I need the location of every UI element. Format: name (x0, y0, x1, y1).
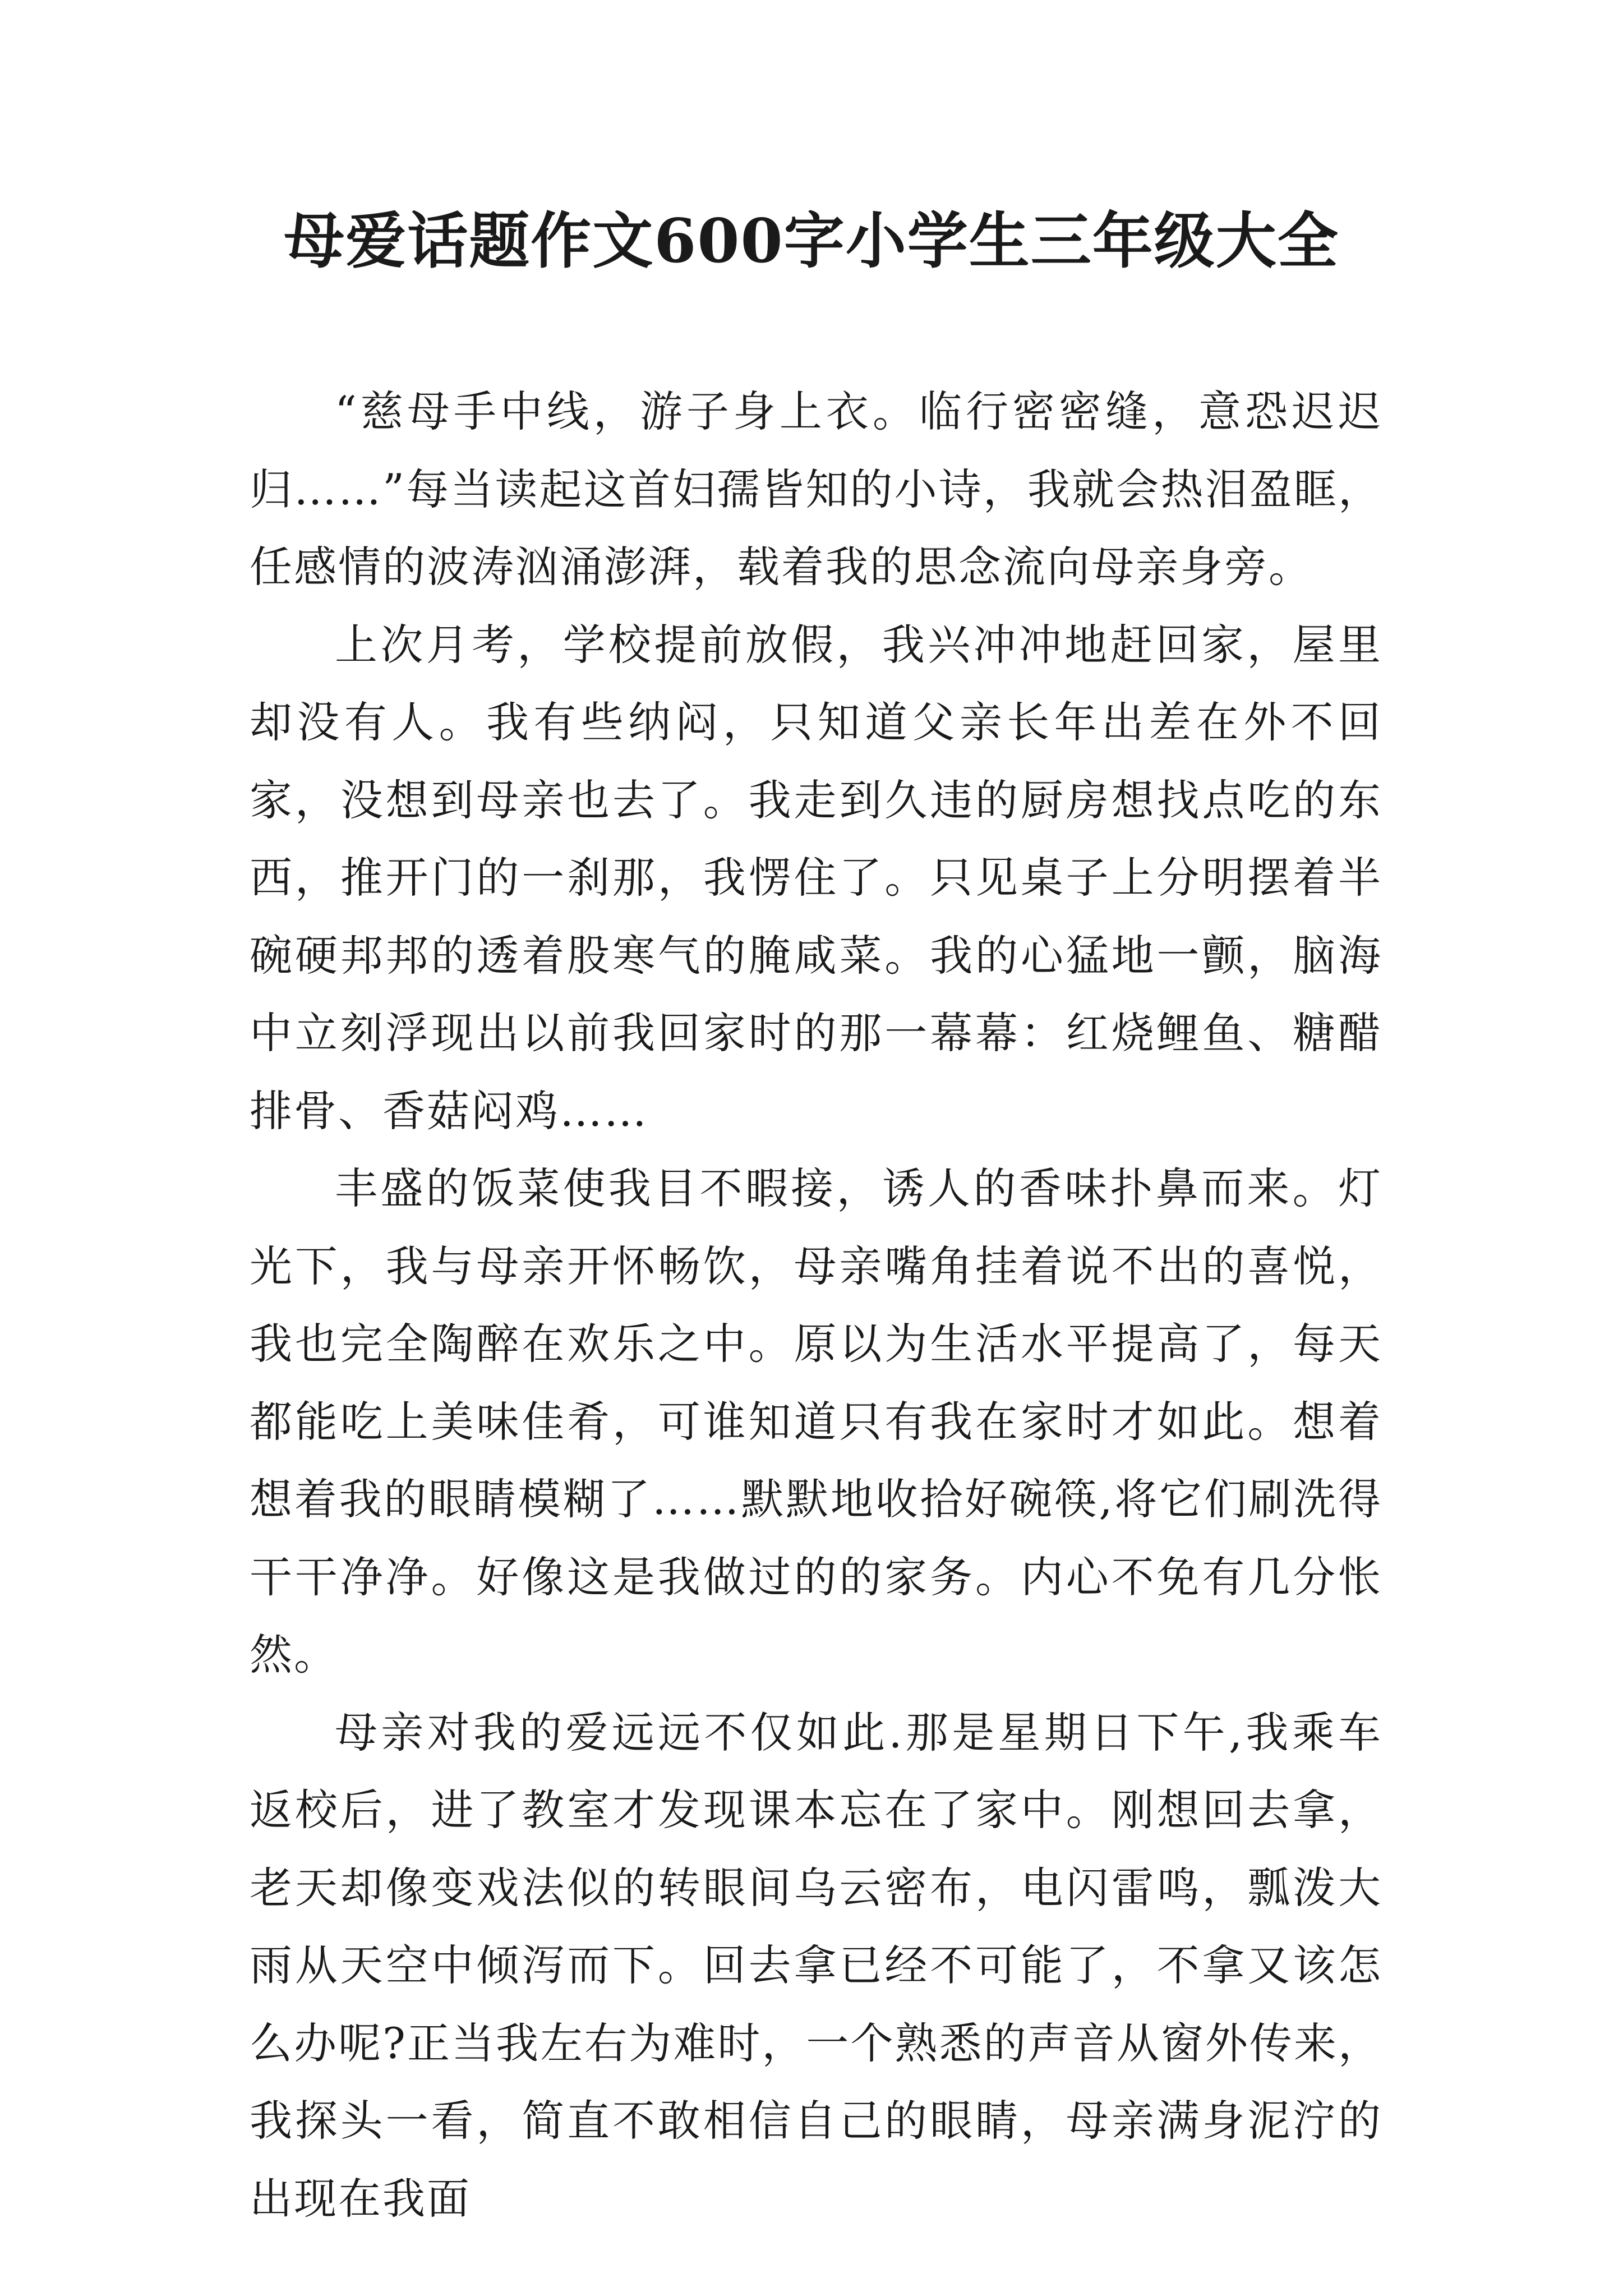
document-body (250, 373, 1382, 2238)
paragraph-4: 母亲对我的爱远远不仅如此.那是星期日下午,我乘车返校后，进了教室才发现课本忘在了家中。刚想回去拿，老天却像变戏法似的转眼间乌云密布，电闪雷鸣，瓢泼大雨从天空中倾泻而下。回去拿已经不可能了，不拿又该怎么办呢?正当我左右为难时，一个熟悉的声音从窗外传来，我探头一看，简直不敢相信自己的眼睛，母亲满身泥泞的出现在我面 (250, 1707, 1382, 2224)
paragraph-1: “慈母手中线，游子身上衣。临行密密缝，意恐迟迟归……”每当读起这首妇孺皆知的小诗，我就会热泪盈眶，任感情的波涛汹涌澎湃，载着我的思念流向母亲身旁。 (250, 386, 1382, 592)
document-title: 母爱话题作文600字小学生三年级大全 (284, 206, 1339, 277)
paragraph-2: 上次月考，学校提前放假，我兴冲冲地赶回家，屋里却没有人。我有些纳闷，只知道父亲长年出差在外不回家，没想到母亲也去了。我走到久违的厨房想找点吃的东西，推开门的一刹那，我愣住了。只见桌子上分明摆着半碗硬邦邦的透着股寒气的腌咸菜。我的心猛地一颤，脑海中立刻浮现出以前我回家时的那一幕幕：红烧鲤鱼、糖醋排骨、香菇闷鸡…… (250, 619, 1382, 1136)
paragraph-3: 丰盛的饭菜使我目不暇接，诱人的香味扑鼻而来。灯光下，我与母亲开怀畅饮，母亲嘴角挂着说不出的喜悦，我也完全陶醉在欢乐之中。原以为生活水平提高了，每天都能吃上美味佳肴，可谁知道只有我在家时才如此。想着想着我的眼睛模糊了……默默地收拾好碗筷,将它们刷洗得干干净净。好像这是我做过的的家务。内心不免有几分怅然。 (250, 1163, 1382, 1680)
